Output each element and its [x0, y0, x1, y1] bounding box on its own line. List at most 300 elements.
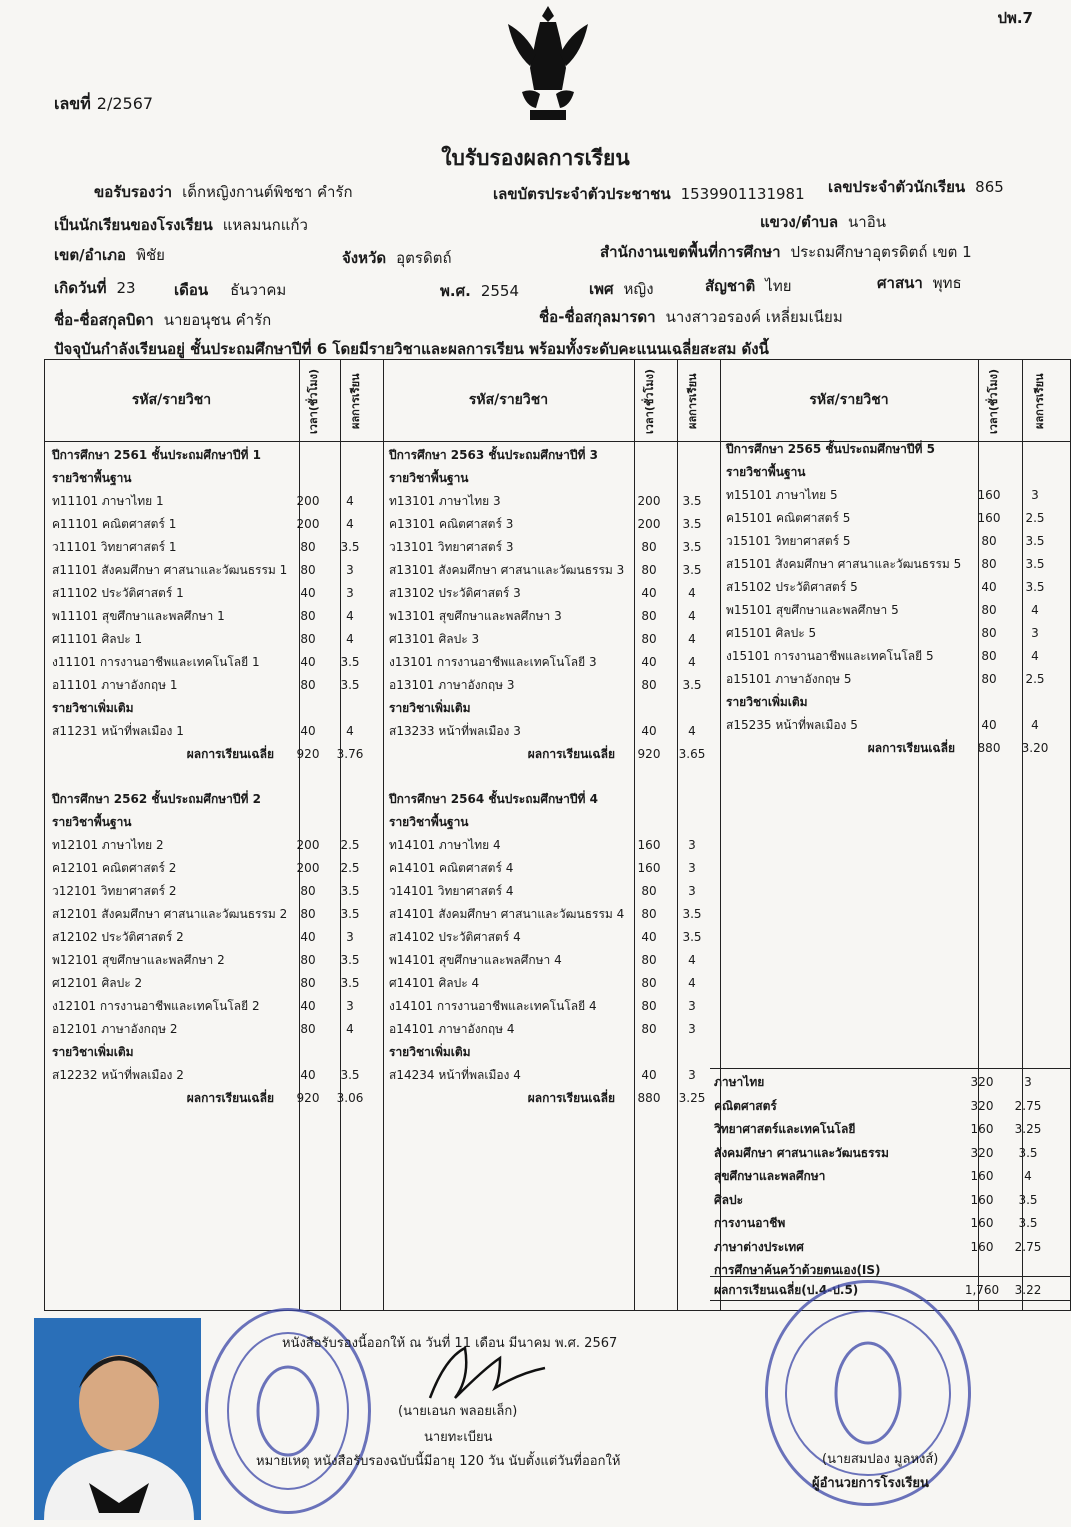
course-row	[726, 599, 1066, 622]
course-hours: 200	[637, 494, 661, 508]
course-grade: 3	[1031, 626, 1039, 640]
grades-column-2	[389, 444, 719, 1110]
course-row	[389, 857, 719, 880]
father-line	[54, 308, 271, 332]
average-row	[52, 743, 382, 766]
course-row	[389, 605, 719, 628]
garuda-emblem-icon	[500, 0, 596, 130]
course-name: ค12101 คณิตศาสตร์ 2	[52, 861, 177, 875]
course-grade: 3.5	[340, 907, 360, 921]
course-row	[52, 536, 382, 559]
course-hours: 80	[300, 678, 316, 692]
course-name: ง13101 การงานอาชีพและเทคโนโลยี 3	[389, 655, 597, 669]
course-name: ท13101 ภาษาไทย 3	[389, 494, 501, 508]
average-label: ผลการเรียนเฉลี่ย	[527, 1091, 615, 1105]
birth-day-line	[54, 276, 136, 300]
birth-day-value: 23	[116, 279, 136, 297]
course-row	[389, 1064, 719, 1087]
province-line	[342, 246, 452, 270]
average-row	[389, 743, 719, 766]
header-subject-1: รหัส/รายวิชา	[131, 392, 212, 408]
summary-grade: 3.5	[1018, 1192, 1038, 1207]
director-title: ผู้อำนวยการโรงเรียน	[812, 1476, 929, 1491]
course-hours: 80	[641, 976, 657, 990]
course-row	[389, 995, 719, 1018]
student-id-label: เลขประจำตัวนักเรียน	[828, 178, 966, 196]
course-name: ว15101 วิทยาศาสตร์ 5	[726, 534, 851, 548]
course-hours: 40	[641, 1068, 657, 1082]
year-heading	[52, 788, 382, 811]
course-name: ท15101 ภาษาไทย 5	[726, 488, 838, 502]
course-grade: 4	[688, 976, 696, 990]
summary-hours: 160	[970, 1122, 994, 1136]
certify-line	[94, 180, 353, 204]
course-grade: 4	[1031, 603, 1039, 617]
course-hours: 40	[300, 586, 316, 600]
course-grade: 3.5	[682, 517, 702, 531]
summary-hours: 160	[970, 1192, 994, 1207]
course-grade: 3	[346, 563, 354, 577]
summary-grade: 4	[1024, 1169, 1032, 1183]
course-hours: 80	[641, 678, 657, 692]
course-row	[52, 926, 382, 949]
student-id-line	[828, 175, 1004, 199]
header-grade-1: ผลการเรียน	[349, 373, 362, 429]
summary-subject: การศึกษาค้นคว้าด้วยตนเอง(IS)	[714, 1263, 881, 1277]
mother-label: ชื่อ-ชื่อสกุลมารดา	[539, 308, 656, 326]
course-hours: 80	[981, 626, 997, 640]
course-hours: 40	[300, 999, 316, 1013]
director-name: (นายสมปอง มูลหงส์)	[822, 1452, 939, 1467]
course-grade: 3	[688, 1068, 696, 1082]
course-grade: 3.5	[1025, 534, 1045, 548]
nationality-value: ไทย	[765, 277, 792, 295]
course-name: ง14101 การงานอาชีพและเทคโนโลยี 4	[389, 999, 597, 1013]
course-name: พ15101 สุขศึกษาและพลศึกษา 5	[726, 603, 899, 617]
course-hours: 160	[977, 488, 1001, 502]
course-row	[52, 490, 382, 513]
course-hours: 40	[641, 586, 657, 600]
summary-subject: การงานอาชีพ	[714, 1216, 786, 1230]
course-name: อ14101 ภาษาอังกฤษ 4	[389, 1022, 515, 1036]
header-grade-2: ผลการเรียน	[686, 373, 699, 429]
subdistrict-line	[760, 210, 886, 234]
nationality-line	[705, 274, 792, 298]
average-grade: 3.20	[1021, 741, 1049, 755]
summary-total-hours: 1,760	[964, 1283, 1000, 1297]
course-name: ส14101 สังคมศึกษา ศาสนาและวัฒนธรรม 4	[389, 907, 625, 921]
year-heading	[726, 438, 1066, 461]
course-hours: 80	[300, 563, 316, 577]
course-row	[389, 880, 719, 903]
course-grade: 3	[346, 586, 354, 600]
year-heading-text: ปีการศึกษา 2565 ชั้นประถมศึกษาปีที่ 5	[726, 442, 935, 456]
course-grade: 3	[1031, 488, 1039, 502]
course-grade: 4	[346, 632, 354, 646]
subdistrict-label: แขวง/ตำบล	[760, 213, 839, 231]
course-name: ค11101 คณิตศาสตร์ 1	[52, 517, 177, 531]
basic-heading-text: รายวิชาพื้นฐาน	[389, 471, 469, 485]
course-row	[389, 582, 719, 605]
school-label: เป็นนักเรียนของโรงเรียน	[54, 216, 213, 234]
course-name: อ13101 ภาษาอังกฤษ 3	[389, 678, 515, 692]
course-row	[389, 949, 719, 972]
issued-date: หนังสือรับรองนี้ออกให้ ณ วันที่ 11 เดือน มีนาคม พ.ศ. 2567	[282, 1336, 618, 1351]
basic-heading	[726, 461, 1066, 484]
course-hours: 40	[641, 930, 657, 944]
summary-grade: 2.75	[1014, 1239, 1042, 1254]
average-row	[389, 1087, 719, 1110]
district-value: พิชัย	[136, 246, 165, 264]
course-row	[52, 903, 382, 926]
course-grade: 4	[688, 632, 696, 646]
course-hours: 200	[296, 861, 320, 875]
course-row	[389, 834, 719, 857]
course-grade: 3	[346, 999, 354, 1013]
course-hours: 200	[296, 517, 320, 531]
document-title: ใบรับรองผลการเรียน	[441, 146, 630, 170]
extra-heading-text: รายวิชาเพิ่มเติม	[52, 701, 134, 715]
registrar-signature	[410, 1338, 560, 1408]
validity-note: หมายเหตุ หนังสือรับรองฉบับนี้มีอายุ 120 วัน นับตั้งแต่วันที่ออกให้	[256, 1454, 621, 1469]
extra-heading	[52, 1041, 382, 1064]
course-row	[52, 582, 382, 605]
course-hours: 80	[641, 1022, 657, 1036]
birth-month-value: ธันวาคม	[230, 281, 287, 299]
extra-heading-text: รายวิชาเพิ่มเติม	[389, 1045, 471, 1059]
school-line	[54, 213, 308, 237]
course-row	[52, 605, 382, 628]
grades-column-3	[726, 438, 1066, 760]
course-row	[52, 559, 382, 582]
year-heading	[52, 444, 382, 467]
form-code: ปพ.7	[997, 9, 1033, 27]
course-grade: 3	[688, 838, 696, 852]
course-grade: 4	[688, 655, 696, 669]
course-name: ส11231 หน้าที่พลเมือง 1	[52, 724, 184, 738]
course-name: ส11101 สังคมศึกษา ศาสนาและวัฒนธรรม 1	[52, 563, 288, 577]
year-heading-text: ปีการศึกษา 2563 ชั้นประถมศึกษาปีที่ 3	[389, 448, 598, 462]
course-name: ส12102 ประวัติศาสตร์ 2	[52, 930, 184, 944]
course-hours: 80	[981, 649, 997, 663]
year-heading-text: ปีการศึกษา 2562 ชั้นประถมศึกษาปีที่ 2	[52, 792, 261, 806]
course-hours: 80	[300, 540, 316, 554]
course-name: ว12101 วิทยาศาสตร์ 2	[52, 884, 177, 898]
course-hours: 200	[296, 494, 320, 508]
course-row	[52, 628, 382, 651]
religion-value: พุทธ	[932, 274, 962, 292]
course-grade: 3.5	[340, 655, 360, 669]
course-grade: 2.5	[1025, 672, 1045, 686]
birth-month-line	[174, 278, 286, 302]
birth-year-label: พ.ศ.	[440, 282, 471, 300]
registrar-title: นายทะเบียน	[424, 1430, 493, 1445]
course-hours: 200	[296, 838, 320, 852]
summary-total-grade: 3.22	[1014, 1283, 1042, 1297]
summary-subject: วิทยาศาสตร์และเทคโนโลยี	[714, 1122, 856, 1136]
office-value: ประถมศึกษาอุตรดิตถ์ เขต 1	[790, 243, 972, 261]
extra-heading	[52, 697, 382, 720]
course-name: ค15101 คณิตศาสตร์ 5	[726, 511, 851, 525]
course-name: อ15101 ภาษาอังกฤษ 5	[726, 672, 852, 686]
mother-line	[539, 305, 843, 329]
year-heading-text: ปีการศึกษา 2564 ชั้นประถมศึกษาปีที่ 4	[389, 792, 598, 806]
student-photo	[34, 1318, 201, 1520]
course-row	[52, 1064, 382, 1087]
average-grade: 3.65	[678, 747, 706, 761]
course-hours: 80	[300, 884, 316, 898]
course-row	[52, 949, 382, 972]
course-grade: 3.5	[682, 494, 702, 508]
course-row	[52, 651, 382, 674]
course-grade: 3	[346, 930, 354, 944]
course-name: ส11102 ประวัติศาสตร์ 1	[52, 586, 184, 600]
basic-heading-text: รายวิชาพื้นฐาน	[726, 465, 806, 479]
course-grade: 3	[688, 1022, 696, 1036]
average-row	[52, 1087, 382, 1110]
course-grade: 4	[346, 494, 354, 508]
course-grade: 3.5	[340, 976, 360, 990]
course-name: ว11101 วิทยาศาสตร์ 1	[52, 540, 177, 554]
school-value: แหลมนกแก้ว	[222, 216, 308, 234]
summary-subject: สุขศึกษาและพลศึกษา	[714, 1169, 826, 1183]
course-name: ศ12101 ศิลปะ 2	[52, 976, 143, 990]
summary-row	[712, 1142, 1052, 1166]
course-row	[389, 972, 719, 995]
course-hours: 80	[641, 907, 657, 921]
summary-grade: 2.75	[1014, 1098, 1042, 1113]
summary-hours: 160	[970, 1239, 994, 1254]
course-hours: 80	[300, 609, 316, 623]
course-hours: 40	[981, 718, 997, 732]
doc-number-value: 2/2567	[96, 94, 154, 113]
course-hours: 40	[641, 724, 657, 738]
header-hours-1: เวลา(ชั่วโมง)	[307, 368, 320, 434]
course-grade: 4	[1031, 718, 1039, 732]
year-heading-text: ปีการศึกษา 2561 ชั้นประถมศึกษาปีที่ 1	[52, 448, 261, 462]
course-row	[389, 720, 719, 743]
summary-grade: 3	[1024, 1075, 1032, 1089]
summary-grade: 3.5	[1018, 1145, 1038, 1160]
header-hours-3: เวลา(ชั่วโมง)	[987, 368, 1000, 434]
course-grade: 2.5	[340, 861, 360, 875]
course-hours: 40	[300, 930, 316, 944]
summary-grade: 3.25	[1014, 1122, 1042, 1136]
course-row	[389, 903, 719, 926]
average-label: ผลการเรียนเฉลี่ย	[186, 1091, 274, 1105]
office-line	[600, 240, 972, 264]
course-grade: 4	[1031, 649, 1039, 663]
course-hours: 80	[300, 907, 316, 921]
summary-hours: 160	[970, 1216, 994, 1230]
course-name: ส15102 ประวัติศาสตร์ 5	[726, 580, 858, 594]
course-hours: 80	[300, 632, 316, 646]
course-row	[726, 645, 1066, 668]
extra-heading	[389, 1041, 719, 1064]
course-name: ศ14101 ศิลปะ 4	[389, 976, 480, 990]
course-name: ศ11101 ศิลปะ 1	[52, 632, 143, 646]
summary-row	[712, 1212, 1052, 1236]
header-subject-2: รหัส/รายวิชา	[468, 392, 549, 408]
course-row	[389, 490, 719, 513]
average-hours: 920	[296, 747, 320, 761]
course-name: พ12101 สุขศึกษาและพลศึกษา 2	[52, 953, 225, 967]
course-row	[389, 651, 719, 674]
course-name: ว13101 วิทยาศาสตร์ 3	[389, 540, 514, 554]
course-row	[726, 668, 1066, 691]
registrar-name: (นายเอนก พลอยเล็ก)	[398, 1404, 518, 1419]
average-grade: 3.76	[336, 747, 364, 761]
summary-hours: 320	[970, 1145, 994, 1160]
course-name: ท11101 ภาษาไทย 1	[52, 494, 164, 508]
district-line	[54, 243, 165, 267]
course-grade: 3.5	[682, 678, 702, 692]
course-row	[726, 507, 1066, 530]
course-name: ท14101 ภาษาไทย 4	[389, 838, 501, 852]
summary-subject: สังคมศึกษา ศาสนาและวัฒนธรรม	[714, 1145, 889, 1160]
sex-label: เพศ	[589, 280, 614, 298]
course-name: ศ15101 ศิลปะ 5	[726, 626, 817, 640]
course-name: ค14101 คณิตศาสตร์ 4	[389, 861, 514, 875]
header-subject-3: รหัส/รายวิชา	[809, 392, 889, 408]
summary-subject: ภาษาต่างประเทศ	[714, 1239, 804, 1254]
course-hours: 40	[641, 655, 657, 669]
subject-group-summary	[712, 1071, 1052, 1283]
course-hours: 40	[300, 655, 316, 669]
course-row	[726, 576, 1066, 599]
course-name: ค13101 คณิตศาสตร์ 3	[389, 517, 514, 531]
grades-column-1	[52, 444, 382, 1110]
course-row	[52, 674, 382, 697]
extra-heading-text: รายวิชาเพิ่มเติม	[726, 695, 808, 709]
course-grade: 3.5	[682, 540, 702, 554]
course-row	[389, 536, 719, 559]
course-row	[52, 513, 382, 536]
average-grade: 3.06	[336, 1091, 364, 1105]
basic-heading	[52, 811, 382, 834]
office-label: สำนักงานเขตพื้นที่การศึกษา	[600, 243, 781, 261]
course-hours: 80	[641, 953, 657, 967]
average-hours: 920	[637, 747, 661, 761]
course-name: ส14102 ประวัติศาสตร์ 4	[389, 930, 521, 944]
year-heading	[389, 444, 719, 467]
course-name: ส12232 หน้าที่พลเมือง 2	[52, 1068, 184, 1082]
birth-day-label: เกิดวันที่	[54, 279, 107, 297]
nationality-label: สัญชาติ	[705, 277, 756, 295]
course-hours: 80	[300, 1022, 316, 1036]
course-hours: 80	[641, 999, 657, 1013]
course-name: ศ13101 ศิลปะ 3	[389, 632, 480, 646]
course-grade: 4	[688, 586, 696, 600]
course-row	[726, 553, 1066, 576]
mother-value: นางสาวอรองค์ เหลี่ยมเนียม	[665, 308, 843, 326]
basic-heading	[52, 467, 382, 490]
course-grade: 4	[346, 724, 354, 738]
header-hours-2: เวลา(ชั่วโมง)	[643, 368, 656, 434]
course-grade: 4	[688, 953, 696, 967]
summary-hours: 160	[970, 1169, 994, 1183]
document-number	[54, 92, 153, 117]
course-grade: 3	[688, 999, 696, 1013]
average-label: ผลการเรียนเฉลี่ย	[186, 747, 274, 761]
course-hours: 40	[300, 724, 316, 738]
basic-heading	[389, 467, 719, 490]
basic-heading	[389, 811, 719, 834]
summary-total-label: ผลการเรียนเฉลี่ย(ป.4-ป.5)	[714, 1283, 859, 1297]
summary-subject: คณิตศาสตร์	[714, 1098, 777, 1113]
average-row	[726, 737, 1066, 760]
id-card-label: เลขบัตรประจำตัวประชาชน	[493, 185, 671, 203]
father-value: นายอนุชน คำรัก	[163, 311, 272, 329]
course-hours: 80	[981, 672, 997, 686]
course-grade: 4	[688, 724, 696, 738]
summary-row	[712, 1095, 1052, 1119]
extra-heading	[726, 691, 1066, 714]
average-label: ผลการเรียนเฉลี่ย	[867, 741, 955, 755]
course-grade: 3.5	[682, 907, 702, 921]
course-hours: 80	[300, 953, 316, 967]
course-hours: 160	[977, 511, 1001, 525]
course-row	[389, 674, 719, 697]
course-name: ส13233 หน้าที่พลเมือง 3	[389, 724, 521, 738]
course-hours: 160	[637, 838, 661, 852]
summary-subject: ภาษาไทย	[714, 1075, 765, 1089]
course-hours: 200	[637, 517, 661, 531]
summary-row	[712, 1118, 1052, 1142]
birth-month-label: เดือน	[174, 281, 209, 299]
sex-line	[589, 277, 654, 301]
course-name: อ11101 ภาษาอังกฤษ 1	[52, 678, 178, 692]
extra-heading-text: รายวิชาเพิ่มเติม	[389, 701, 471, 715]
course-name: พ13101 สุขศึกษาและพลศึกษา 3	[389, 609, 562, 623]
course-row	[52, 995, 382, 1018]
intro-line: ปัจจุบันกำลังเรียนอยู่ ชั้นประถมศึกษาปีที่ 6 โดยมีรายวิชาและผลการเรียน พร้อมทั้งระดับคะแนนเฉลี่ยสะสม ดังนี้	[54, 340, 769, 358]
student-name: เด็กหญิงกานต์พิชชา คำรัก	[182, 183, 353, 201]
course-grade: 3.5	[1025, 557, 1045, 571]
province-value: อุตรดิตถ์	[396, 249, 452, 267]
course-hours: 40	[300, 1068, 316, 1082]
course-grade: 3.5	[340, 884, 360, 898]
course-row	[389, 926, 719, 949]
course-name: ส12101 สังคมศึกษา ศาสนาและวัฒนธรรม 2	[52, 907, 288, 921]
birth-year-value: 2554	[480, 282, 519, 300]
header-grade-3: ผลการเรียน	[1033, 373, 1046, 429]
course-hours: 40	[981, 580, 997, 594]
summary-grade: 3.5	[1018, 1216, 1038, 1230]
father-label: ชื่อ-ชื่อสกุลบิดา	[54, 311, 154, 329]
summary-subject: ศิลปะ	[714, 1192, 744, 1207]
course-row	[389, 559, 719, 582]
course-row	[726, 622, 1066, 645]
doc-number-label: เลขที่	[54, 94, 91, 113]
course-row	[52, 972, 382, 995]
religion-line	[877, 271, 962, 295]
average-hours: 880	[977, 741, 1001, 755]
course-row	[52, 880, 382, 903]
basic-heading-text: รายวิชาพื้นฐาน	[52, 815, 132, 829]
year-heading	[389, 788, 719, 811]
province-label: จังหวัด	[342, 249, 387, 267]
course-name: ว14101 วิทยาศาสตร์ 4	[389, 884, 514, 898]
course-grade: 4	[346, 1022, 354, 1036]
id-card-value: 1539901131981	[680, 185, 805, 203]
course-grade: 3.5	[340, 1068, 360, 1082]
course-row	[389, 1018, 719, 1041]
birth-year-line	[440, 279, 519, 303]
course-grade: 3	[688, 884, 696, 898]
course-hours: 80	[641, 632, 657, 646]
course-name: อ12101 ภาษาอังกฤษ 2	[52, 1022, 178, 1036]
